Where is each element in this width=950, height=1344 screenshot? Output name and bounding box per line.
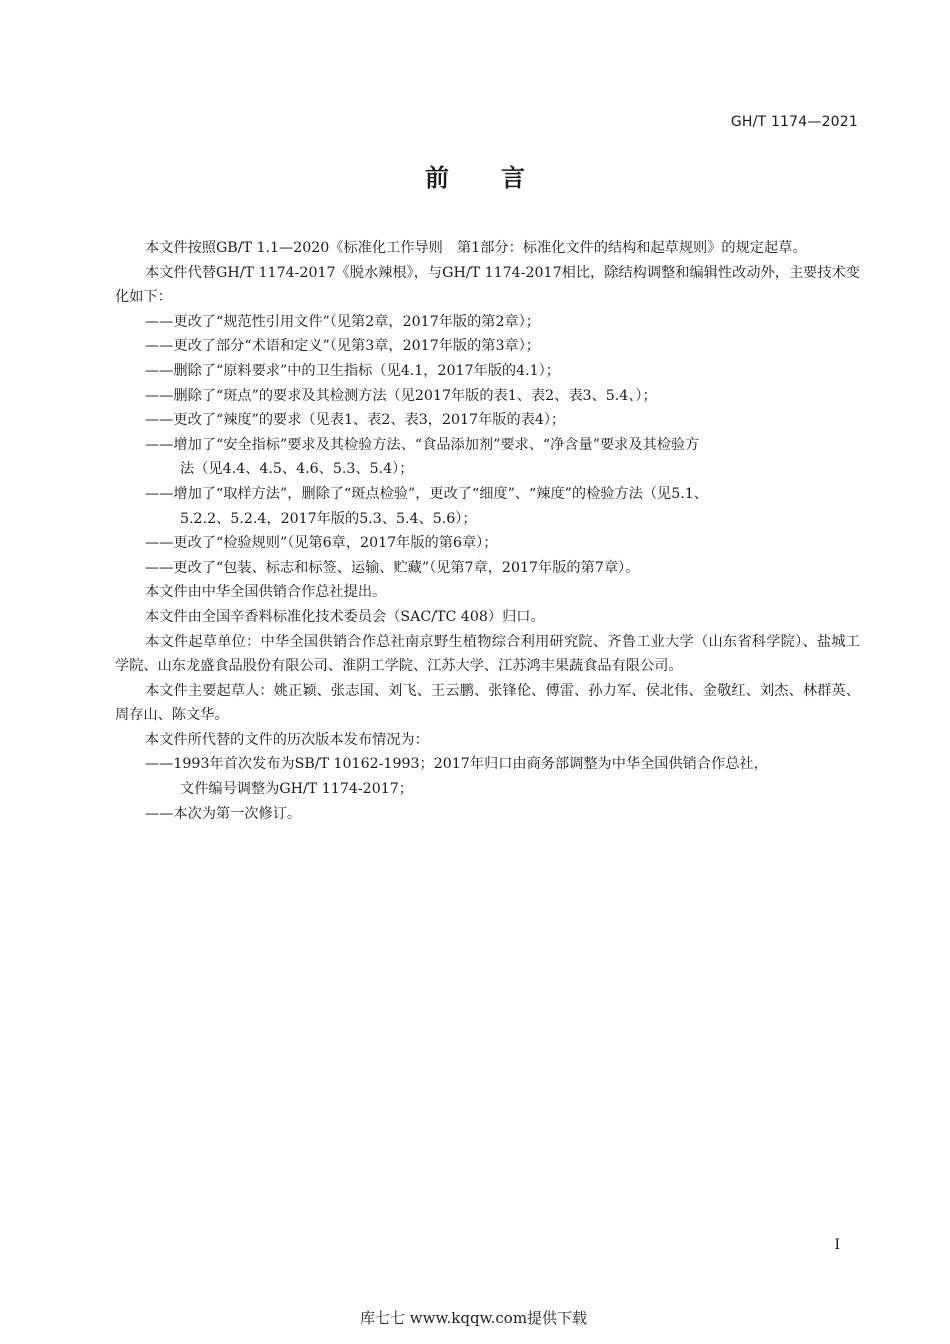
change-item: ——更改了部分“术语和定义”（见第3章，2017年版的第3章）； (145, 338, 540, 355)
paragraph-drafters: 本文件主要起草人：姚正颖、张志国、刘飞、王云鹏、张锋伦、傅雷、孙力军、侯北伟、金敬红、刘杰、林群英、周存山、陈文华。 (115, 682, 860, 724)
history-item: ——本次为第一次修订。 (145, 805, 302, 822)
change-item: ——更改了“辣度”的要求（见表1、表2、表3，2017年版的表4）； (145, 412, 566, 429)
paragraph-drafting-rules: 本文件按照GB/T 1.1—2020《标准化工作导则 第1部分：标准化文件的结构和起草规则》的规定起草。 (145, 240, 807, 256)
change-item: ——删除了“斑点”的要求及其检测方法（见2017年版的表1、表2、表3、5.4、）； (145, 387, 657, 404)
paragraph-committee: 本文件由全国辛香料标准化技术委员会（SAC/TC 408）归口。 (145, 608, 545, 625)
page-title (0, 158, 950, 193)
page-number: I (834, 1237, 840, 1253)
change-item: ——更改了“规范性引用文件”（见第2章，2017年版的第2章）； (145, 313, 540, 330)
title-char-1: 前 (425, 164, 449, 192)
change-item: ——增加了“取样方法”，删除了“斑点检验”，更改了“细度”、“辣度”的检验方法（见5.1、 5.2.2、5.2.4，2017年版的5.3、5.4、5.6）； (145, 485, 708, 527)
standard-code: GH/T 1174—2021 (730, 114, 858, 130)
paragraph-history-intro: 本文件所代替的文件的历次版本发布情况为： (145, 731, 429, 748)
history-item: ——1993年首次发布为SB/T 10162-1993；2017年归口由商务部调整为中华全国供销合作总社， 文件编号调整为GH/T 1174-2017； (145, 756, 768, 798)
change-item: ——增加了“安全指标”要求及其检验方法、“食品添加剂”要求、“净含量”要求及其检验方 法（见4.4、4.5、4.6、5.3、5.4）； (145, 436, 700, 478)
title-char-2: 言 (501, 164, 525, 192)
paragraph-replacement: 本文件代替GH/T 1174-2017《脱水辣根》，与GH/T 1174-2017相比，除结构调整和编辑性改动外，主要技术变化如下： (115, 264, 860, 306)
paragraph-drafting-units: 本文件起草单位：中华全国供销合作总社南京野生植物综合利用研究院、齐鲁工业大学（山东省科学院）、盐城工学院、山东龙盛食品股份有限公司、淮阴工学院、江苏大学、江苏鸿丰果蔬食品有限公司。 (115, 633, 860, 675)
foreword-body (115, 236, 860, 826)
change-item: ——更改了“包装、标志和标签、运输、贮藏”（见第7章，2017年版的第7章）。 (145, 559, 640, 576)
change-item: ——更改了“检验规则”（见第6章，2017年版的第6章）； (145, 535, 498, 552)
footer-watermark: 库七七 www.kqqw.com提供下载 (360, 1309, 588, 1327)
paragraph-proposer: 本文件由中华全国供销合作总社提出。 (145, 584, 387, 601)
change-item: ——删除了“原料要求”中的卫生指标（见4.1，2017年版的4.1）； (145, 362, 560, 379)
